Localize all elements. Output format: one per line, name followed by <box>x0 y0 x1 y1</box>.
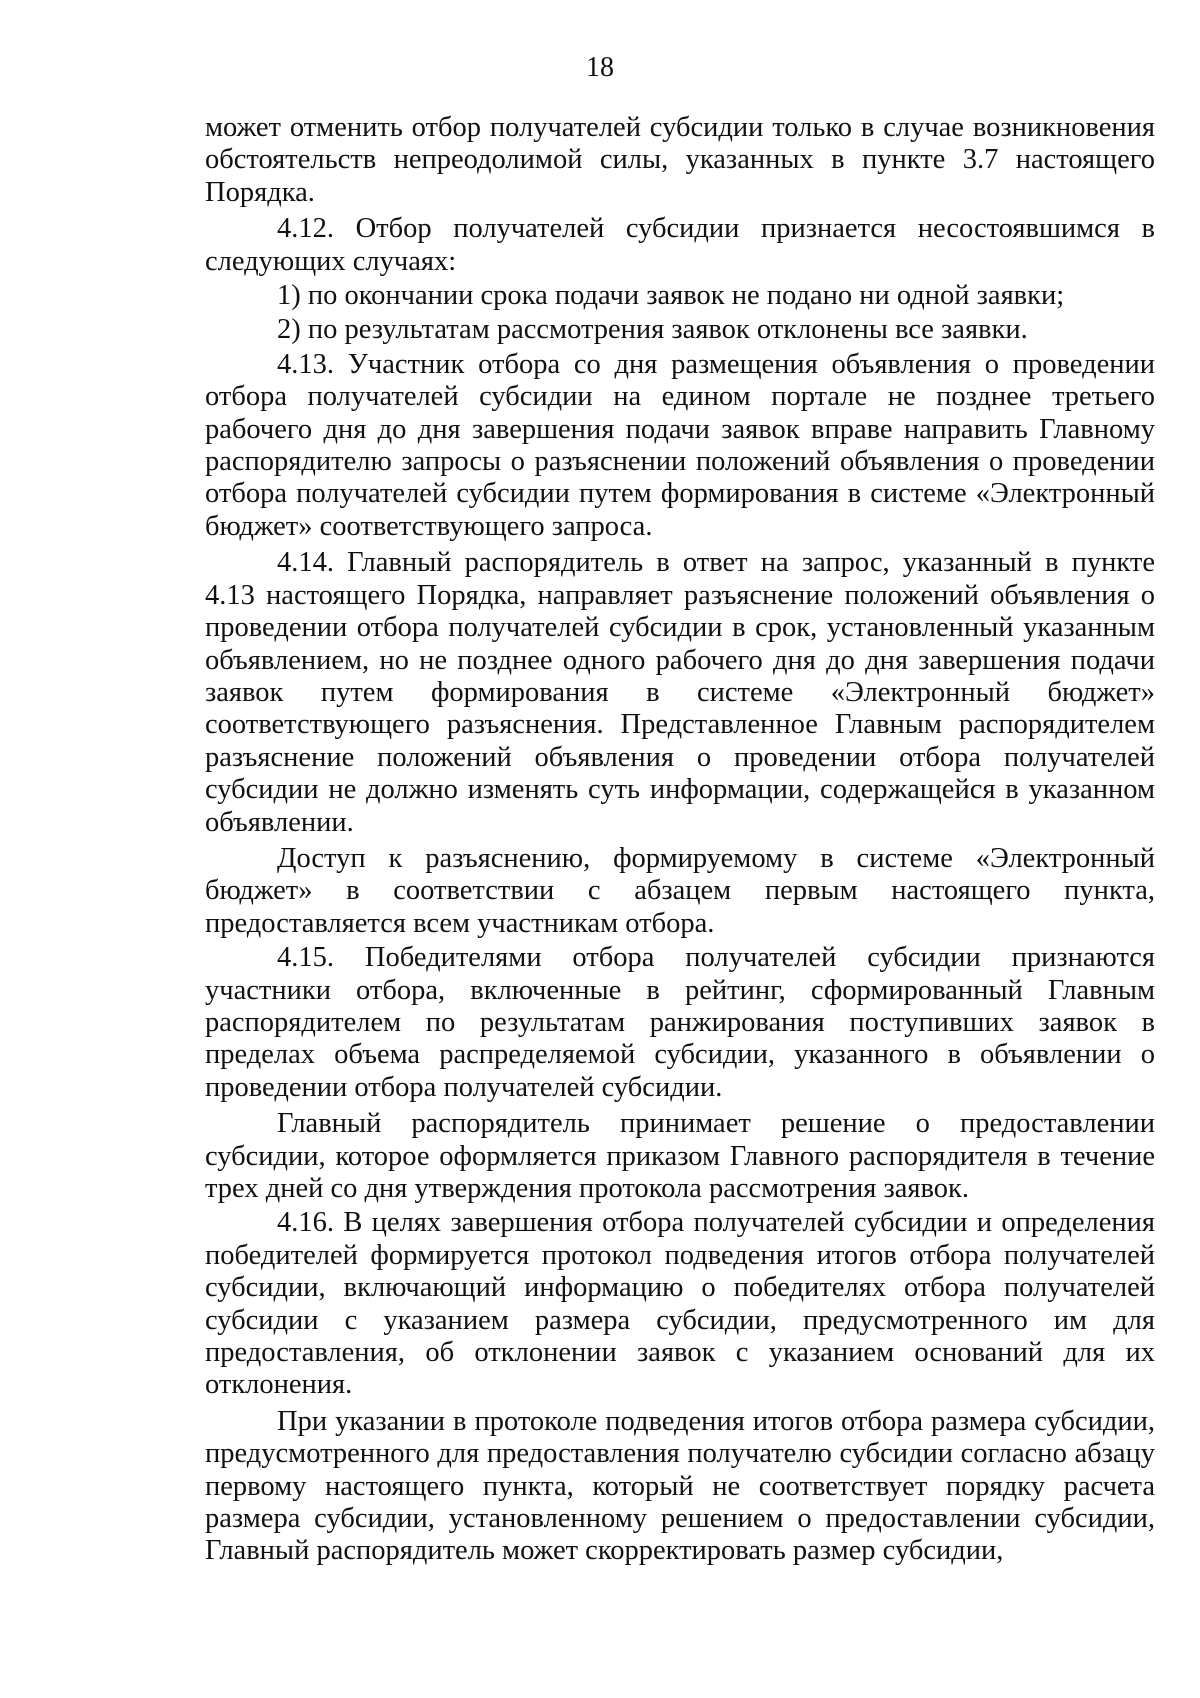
paragraph-continuation: может отменить отбор получателей субсидии только в случае возникновения обстоятельств непреодолимой силы, указанных в пункте 3.7 настоящего Порядка. <box>205 112 1155 208</box>
paragraph-4-16-correction: При указании в протоколе подведения итогов отбора размера субсидии, предусмотренного для предоставления получателю субсидии согласно абзацу первому настоящего пункта, который не соответствует порядку расчета размера субсидии, установленному решением о предоставлении субсидии, Главный распорядитель может скорректировать размер субсидии, <box>205 1405 1155 1567</box>
page-number: 18 <box>586 52 614 83</box>
document-body <box>205 112 1155 1568</box>
paragraph-4-15-decision: Главный распорядитель принимает решение о предоставлении субсидии, которое оформляется приказом Главного распорядителя в течение трех дней со дня утверждения протокола рассмотрения заявок. <box>205 1108 1155 1204</box>
list-item-2: 2) по результатам рассмотрения заявок отклонены все заявки. <box>277 314 1028 346</box>
list-item-1: 1) по окончании срока подачи заявок не подано ни одной заявки; <box>277 280 1065 312</box>
paragraph-4-15: 4.15. Победителями отбора получателей субсидии признаются участники отбора, включенные в рейтинг, сформированный Главным распорядителем по результатам ранжирования поступивших заявок в пределах объема распределяемой субсидии, указанного в объявлении о проведении отбора получателей субсидии. <box>205 942 1155 1103</box>
paragraph-4-14-access: Доступ к разъяснению, формируемому в системе «Электронный бюджет» в соответствии с абзацем первым настоящего пункта, предоставляется всем участникам отбора. <box>205 842 1155 939</box>
paragraph-4-12: 4.12. Отбор получателей субсидии признается несостоявшимся в следующих случаях: <box>205 213 1155 277</box>
paragraph-4-13: 4.13. Участник отбора со дня размещения объявления о проведении отбора получателей субсидии на едином портале не позднее третьего рабочего дня до дня завершения подачи заявок вправе направить Главному распорядителю запросы о разъяснении положений объявления о проведении отбора получателей субсидии путем формирования в системе «Электронный бюджет» соответствующего запроса. <box>205 348 1155 542</box>
paragraph-4-14: 4.14. Главный распорядитель в ответ на запрос, указанный в пункте 4.13 настоящего Порядка, направляет разъяснение положений объявления о проведении отбора получателей субсидии в срок, установленный указанным объявлением, но не позднее одного рабочего дня до дня завершения подачи заявок путем формирования в системе «Электронный бюджет» соответствующего разъяснения. Представленное Главным распорядителем разъяснение положений объявления о проведении отбора получателей субсидии не должно изменять суть информации, содержащейся в указанном объявлении. <box>205 547 1155 838</box>
paragraph-4-16: 4.16. В целях завершения отбора получателей субсидии и определения победителей формируется протокол подведения итогов отбора получателей субсидии, включающий информацию о победителях отбора получателей субсидии с указанием размера субсидии, предусмотренного им для предоставления, об отклонении заявок с указанием оснований для их отклонения. <box>205 1207 1155 1401</box>
